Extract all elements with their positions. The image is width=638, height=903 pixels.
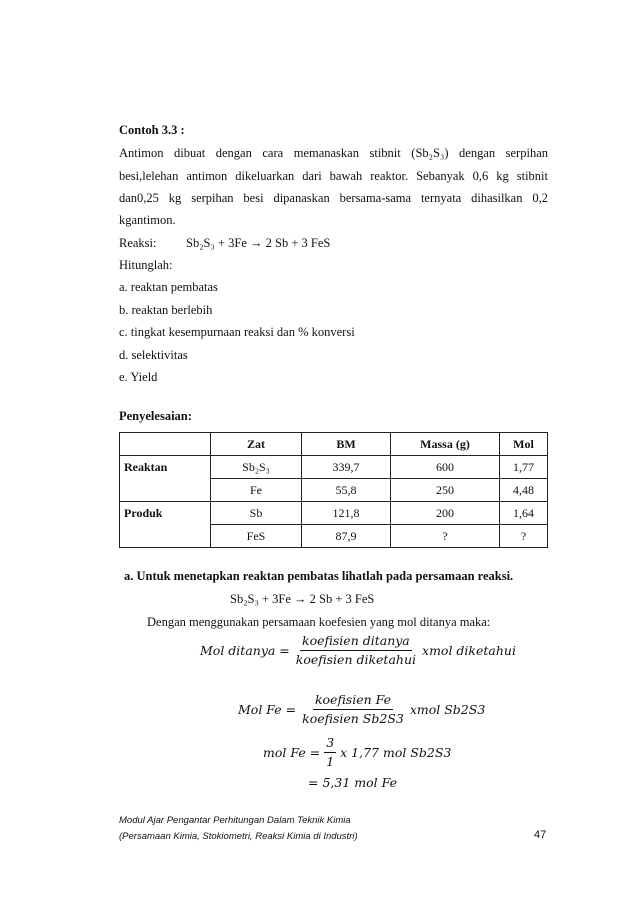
fraction (300, 693, 406, 726)
table-header-cell: Zat (211, 433, 302, 456)
table-cell: 55,8 (302, 479, 391, 502)
data-table (119, 432, 548, 548)
formula-result: = 5,31 mol Fe (308, 775, 397, 790)
formula-rhs: x 1,77 mol Sb2S3 (340, 744, 452, 760)
paragraph-line-2: besi,lelehan antimon dikeluarkan dari bawah reaktor. Sebanyak 0,6 kg stibnit (119, 169, 548, 183)
table-row (120, 456, 548, 479)
fraction-denominator: koefisien diketahui (295, 651, 417, 667)
fraction-denominator: koefisien Sb2S3 (302, 710, 404, 726)
fraction (324, 736, 336, 769)
table-cell: 339,7 (302, 456, 391, 479)
table-cell: 87,9 (302, 525, 391, 548)
fraction (294, 634, 418, 667)
table-cell: Sb (211, 502, 302, 525)
table-row (120, 525, 548, 548)
table-cell: Sb₂S₃ (211, 456, 302, 479)
question-e: e. Yield (119, 370, 158, 384)
fraction-numerator: 3 (324, 736, 336, 753)
formula-mol-ditanya (200, 634, 516, 667)
table-cell: 250 (391, 479, 500, 502)
footer-line-2: (Persamaan Kimia, Stokiometri, Reaksi Kimia di Industri) (119, 831, 358, 842)
footer-line-1: Modul Ajar Pengantar Perhitungan Dalam Teknik Kimia (119, 815, 351, 826)
solution-heading: Penyelesaian: (119, 409, 192, 423)
table-cell: Fe (211, 479, 302, 502)
table-header-row (120, 433, 548, 456)
question-a: a. reaktan pembatas (119, 280, 218, 294)
question-b: b. reaktan berlebih (119, 303, 213, 317)
paragraph-line-1: Antimon dibuat dengan cara memanaskan stibnit (Sb₂S₃) dengan serpihan (119, 146, 548, 160)
table-header-cell: Massa (g) (391, 433, 500, 456)
table-cell: 1,64 (500, 502, 548, 525)
table-row (120, 479, 548, 502)
table-cell: 4,48 (500, 479, 548, 502)
formula-lhs: Mol ditanya = (200, 642, 290, 658)
group-label-spacer (120, 479, 211, 502)
fraction-numerator: koefisien Fe (313, 693, 393, 710)
part-a-heading: a. Untuk menetapkan reaktan pembatas lihatlah pada persamaan reaksi. (124, 569, 514, 583)
fraction-denominator: 1 (326, 753, 335, 769)
group-label-reaktan: Reaktan (120, 456, 211, 479)
group-label-produk: Produk (120, 502, 211, 525)
question-intro: Hitunglah: (119, 258, 173, 272)
formula-lhs: mol Fe = (263, 744, 321, 760)
formula-mol-fe (238, 693, 485, 726)
group-label-spacer (120, 525, 211, 548)
table-cell: 600 (391, 456, 500, 479)
page-number: 47 (534, 829, 547, 841)
question-d: d. selektivitas (119, 348, 188, 362)
table-cell: 121,8 (302, 502, 391, 525)
formula-mol-fe-calc (263, 736, 451, 769)
reaction-equation: Sb₂S₃ + 3Fe → 2 Sb + 3 FeS (186, 236, 331, 250)
paragraph-line-4: kgantimon. (119, 213, 176, 227)
part-a-text: Dengan menggunakan persamaan koefesien yang mol ditanya maka: (147, 615, 491, 629)
table-row (120, 502, 548, 525)
table-cell: ? (391, 525, 500, 548)
table-cell: ? (500, 525, 548, 548)
table-cell: 200 (391, 502, 500, 525)
paragraph-line-3: dan0,25 kg serpihan besi dipanaskan bersama-sama ternyata dihasilkan 0,2 (119, 191, 548, 205)
example-heading: Contoh 3.3 : (119, 123, 185, 137)
table-header-cell: Mol (500, 433, 548, 456)
formula-rhs: xmol diketahui (422, 642, 516, 658)
reaction-label: Reaksi: (119, 236, 157, 250)
table-cell: 1,77 (500, 456, 548, 479)
part-a-equation: Sb₂S₃ + 3Fe → 2 Sb + 3 FeS (230, 592, 375, 606)
formula-rhs: xmol Sb2S3 (409, 701, 486, 717)
table-header-cell: BM (302, 433, 391, 456)
table-cell: FeS (211, 525, 302, 548)
formula-lhs: Mol Fe = (238, 701, 297, 717)
table-header-cell (120, 433, 211, 456)
fraction-numerator: koefisien ditanya (300, 634, 412, 651)
question-c: c. tingkat kesempurnaan reaksi dan % konversi (119, 325, 355, 339)
